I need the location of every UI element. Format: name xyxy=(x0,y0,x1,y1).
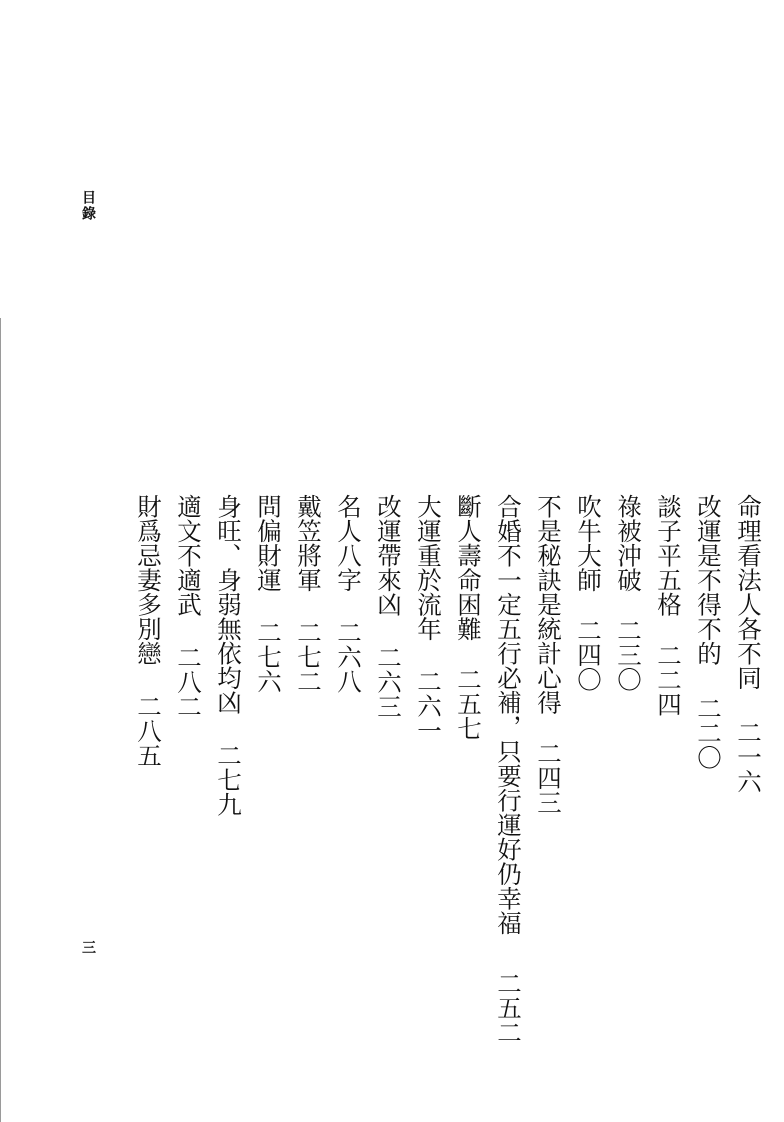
toc-entry-title: 斷人壽命困難 xyxy=(454,494,483,641)
binding-edge-line xyxy=(0,318,1,1122)
toc-entry xyxy=(254,494,282,1104)
toc-entry xyxy=(534,494,562,1104)
toc-entry-title: 財爲忌妻多別戀 xyxy=(134,494,163,666)
toc-entry-page: 二七九 xyxy=(214,742,243,816)
toc-entry xyxy=(654,494,682,1104)
toc-entry xyxy=(694,494,722,1104)
table-of-contents xyxy=(134,494,762,1104)
toc-entry-title: 祿被沖破 xyxy=(614,494,643,592)
toc-entry xyxy=(574,494,602,1104)
toc-entry xyxy=(734,494,762,1104)
toc-entry xyxy=(454,494,482,1104)
toc-entry-title: 適文不適武 xyxy=(174,494,203,617)
toc-entry xyxy=(214,494,242,1104)
toc-entry xyxy=(294,494,322,1104)
toc-entry-title: 吹牛大師 xyxy=(574,494,603,592)
toc-entry-page: 二六八 xyxy=(334,620,363,694)
toc-entry-title: 身旺、身弱無依均凶 xyxy=(214,494,243,715)
toc-entry-page: 二二〇 xyxy=(694,695,723,769)
toc-entry xyxy=(134,494,162,1104)
toc-entry-page: 二四〇 xyxy=(574,618,603,692)
toc-entry-title: 戴笠將軍 xyxy=(294,494,323,592)
toc-entry xyxy=(494,494,522,1104)
toc-entry-page: 二二四 xyxy=(654,642,683,716)
toc-entry-page: 二三〇 xyxy=(614,618,643,692)
toc-entry-title: 問偏財運 xyxy=(254,494,283,592)
toc-entry-page: 二五二 xyxy=(494,971,523,1045)
toc-entry xyxy=(174,494,202,1104)
toc-entry-title: 談子平五格 xyxy=(654,494,683,617)
running-head: 目錄 xyxy=(80,190,96,222)
toc-entry xyxy=(334,494,362,1104)
toc-entry-page: 二六三 xyxy=(374,644,403,718)
toc-entry-title: 不是秘訣是統計心得 xyxy=(534,494,563,715)
toc-entry xyxy=(614,494,642,1104)
toc-entry-page: 二七二 xyxy=(294,620,323,694)
toc-entry xyxy=(374,494,402,1104)
toc-entry-title: 改運帶來凶 xyxy=(374,494,403,617)
toc-entry-page: 二八二 xyxy=(174,644,203,718)
toc-entry-page: 二七六 xyxy=(254,620,283,694)
toc-entry xyxy=(414,494,442,1104)
toc-entry-page: 二八五 xyxy=(134,693,163,767)
toc-entry-title: 命理看法人各不同 xyxy=(734,494,763,690)
toc-entry-page: 二五七 xyxy=(454,667,483,741)
page-number: 三 xyxy=(80,940,96,954)
toc-entry-title: 改運是不得不的 xyxy=(694,494,723,666)
toc-entry-page: 二六一 xyxy=(414,669,443,743)
toc-entry-title: 名人八字 xyxy=(334,494,363,592)
toc-entry-title: 大運重於流年 xyxy=(414,494,443,641)
toc-entry-page: 二一六 xyxy=(734,720,763,794)
toc-entry-page: 二四三 xyxy=(534,740,563,814)
toc-entry-title: 合婚不一定五行必補，只要行運好仍幸福 xyxy=(494,494,523,935)
